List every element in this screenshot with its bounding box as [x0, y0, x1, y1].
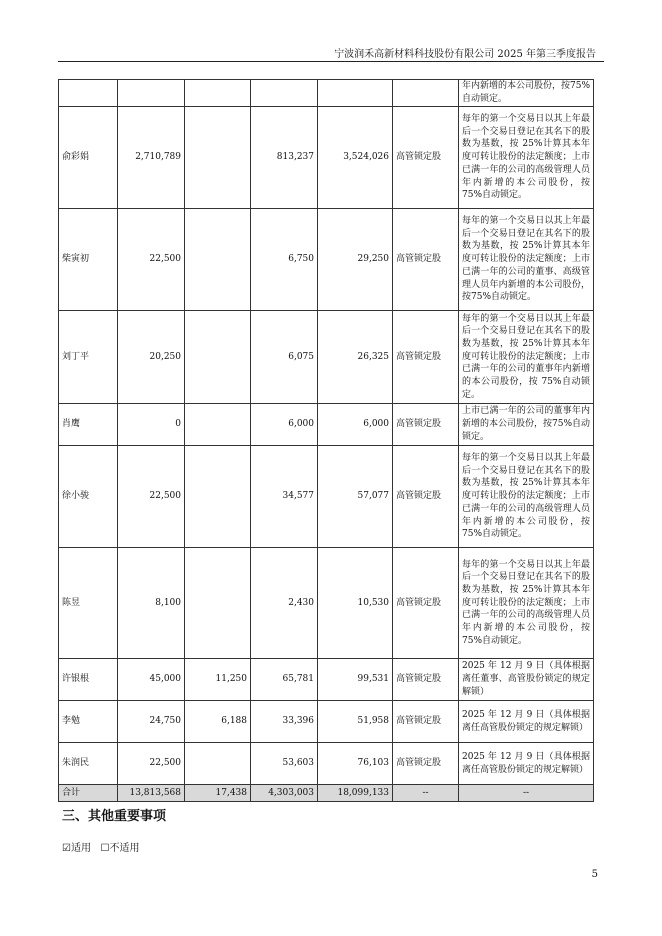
not-applicable-checkbox[interactable]: [101, 843, 140, 854]
begin-shares-cell: 22,500: [118, 209, 185, 311]
lock-reason-cell: 高管锁定股: [393, 548, 459, 659]
holder-name-cell: 合计: [59, 785, 118, 802]
begin-shares-cell: 45,000: [118, 659, 185, 701]
holder-name-cell: 朱润民: [59, 743, 118, 785]
added-shares-cell: 53,603: [251, 743, 318, 785]
begin-shares-cell: 22,500: [118, 446, 185, 548]
release-date-cell: 每年的第一个交易日以其上年最后一个交易日登记在其名下的股数为基数，按 25%计算其本年度可转让股份的法定额度；上市已满一年的公司的董事、高级管理人员年内新增的本公司股份，按75%自动锁定。: [459, 209, 594, 311]
header-rule: [58, 61, 604, 62]
lock-reason-cell: 高管锁定股: [393, 404, 459, 446]
release-date-cell: 2025 年 12 月 9 日（具体根据离任高管股份锁定的规定解锁）: [459, 743, 594, 785]
added-shares-cell: 34,577: [251, 446, 318, 548]
table-row: [59, 743, 594, 785]
released-shares-cell: [185, 404, 251, 446]
table-cell: [251, 80, 318, 107]
begin-shares-cell: 8,100: [118, 548, 185, 659]
lock-reason-cell: 高管锁定股: [393, 446, 459, 548]
lock-reason-cell: 高管锁定股: [393, 311, 459, 404]
release-date-cell: --: [459, 785, 594, 802]
table-row-continuation: [59, 80, 594, 107]
end-shares-cell: 57,077: [318, 446, 393, 548]
restricted-shares-table: [58, 79, 594, 802]
table-row: [59, 659, 594, 701]
added-shares-cell: 2,430: [251, 548, 318, 659]
released-shares-cell: [185, 743, 251, 785]
added-shares-cell: 65,781: [251, 659, 318, 701]
lock-reason-cell: 高管锁定股: [393, 701, 459, 743]
not-applicable-label: 不适用: [109, 843, 140, 854]
table-cell: [185, 80, 251, 107]
page-number: 5: [591, 869, 598, 880]
released-shares-cell: [185, 446, 251, 548]
table-cell: [318, 80, 393, 107]
release-date-cell: 上市已满一年的公司的董事年内新增的本公司股份，按75%自动锁定。: [459, 404, 594, 446]
added-shares-cell: 6,750: [251, 209, 318, 311]
table-cell: [393, 80, 459, 107]
applicability-options: [62, 839, 139, 854]
holder-name-cell: 李勉: [59, 701, 118, 743]
table-cell: [59, 80, 118, 107]
begin-shares-cell: 2,710,789: [118, 107, 185, 209]
release-date-cell: 年内新增的本公司股份，按75%自动锁定。: [459, 80, 594, 107]
end-shares-cell: 3,524,026: [318, 107, 393, 209]
holder-name-cell: 肖鹰: [59, 404, 118, 446]
added-shares-cell: 33,396: [251, 701, 318, 743]
release-date-cell: 2025 年 12 月 9 日（具体根据离任董事、高管股份锁定的规定解锁）: [459, 659, 594, 701]
added-shares-cell: 6,075: [251, 311, 318, 404]
added-shares-cell: 813,237: [251, 107, 318, 209]
applicable-label: 适用: [70, 843, 91, 854]
lock-reason-cell: 高管锁定股: [393, 659, 459, 701]
lock-reason-cell: --: [393, 785, 459, 802]
end-shares-cell: 76,103: [318, 743, 393, 785]
holder-name-cell: 柴寅初: [59, 209, 118, 311]
end-shares-cell: 18,099,133: [318, 785, 393, 802]
table-total-row: [59, 785, 594, 802]
release-date-cell: 每年的第一个交易日以其上年最后一个交易日登记在其名下的股数为基数，按 25%计算其本年度可转让股份的法定额度；上市已满一年的公司的高级管理人员年内新增的本公司股份，按 75%自动锁定。: [459, 548, 594, 659]
holder-name-cell: 俞彩娟: [59, 107, 118, 209]
released-shares-cell: [185, 107, 251, 209]
added-shares-cell: 6,000: [251, 404, 318, 446]
end-shares-cell: 10,530: [318, 548, 393, 659]
released-shares-cell: 11,250: [185, 659, 251, 701]
holder-name-cell: 刘丁平: [59, 311, 118, 404]
table-row: [59, 701, 594, 743]
released-shares-cell: [185, 548, 251, 659]
begin-shares-cell: 22,500: [118, 743, 185, 785]
begin-shares-cell: 13,813,568: [118, 785, 185, 802]
holder-name-cell: 徐小骏: [59, 446, 118, 548]
table-row: [59, 107, 594, 209]
lock-reason-cell: 高管锁定股: [393, 107, 459, 209]
table-cell: [118, 80, 185, 107]
table-row: [59, 446, 594, 548]
begin-shares-cell: 20,250: [118, 311, 185, 404]
release-date-cell: 每年的第一个交易日以其上年最后一个交易日登记在其名下的股数为基数，按 25%计算其本年度可转让股份的法定额度；上市已满一年的公司的高级管理人员年内新增的本公司股份，按 75%自动锁定。: [459, 446, 594, 548]
lock-reason-cell: 高管锁定股: [393, 743, 459, 785]
holder-name-cell: 许银根: [59, 659, 118, 701]
release-date-cell: 2025 年 12 月 9 日（具体根据离任高管股份锁定的规定解锁）: [459, 701, 594, 743]
lock-reason-cell: 高管锁定股: [393, 209, 459, 311]
end-shares-cell: 29,250: [318, 209, 393, 311]
added-shares-cell: 4,303,003: [251, 785, 318, 802]
table-row: [59, 548, 594, 659]
report-header: 宁波润禾高新材料科技股份有限公司 2025 年第三季度报告: [334, 49, 596, 60]
released-shares-cell: 17,438: [185, 785, 251, 802]
released-shares-cell: 6,188: [185, 701, 251, 743]
release-date-cell: 每年的第一个交易日以其上年最后一个交易日登记在其名下的股数为基数，按 25%计算其本年度可转让股份的法定额度；上市已满一年的公司的高级管理人员年内新增的本公司股份，按 75%自动锁定。: [459, 107, 594, 209]
table-row: [59, 209, 594, 311]
unchecked-checkbox-icon: ☐: [100, 843, 110, 854]
table-row: [59, 404, 594, 446]
table-row: [59, 311, 594, 404]
holder-name-cell: 陈昱: [59, 548, 118, 659]
released-shares-cell: [185, 209, 251, 311]
end-shares-cell: 99,531: [318, 659, 393, 701]
checked-checkbox-icon: ☑: [62, 843, 71, 854]
end-shares-cell: 6,000: [318, 404, 393, 446]
applicable-checkbox[interactable]: [62, 843, 91, 854]
section-title: 三、其他重要事项: [62, 809, 167, 824]
released-shares-cell: [185, 311, 251, 404]
begin-shares-cell: 24,750: [118, 701, 185, 743]
begin-shares-cell: 0: [118, 404, 185, 446]
end-shares-cell: 51,958: [318, 701, 393, 743]
release-date-cell: 每年的第一个交易日以其上年最后一个交易日登记在其名下的股数为基数，按 25%计算其本年度可转让股份的法定额度；上市已满一年的公司的董事年内新增的本公司股份，按 75%自动锁定。: [459, 311, 594, 404]
end-shares-cell: 26,325: [318, 311, 393, 404]
